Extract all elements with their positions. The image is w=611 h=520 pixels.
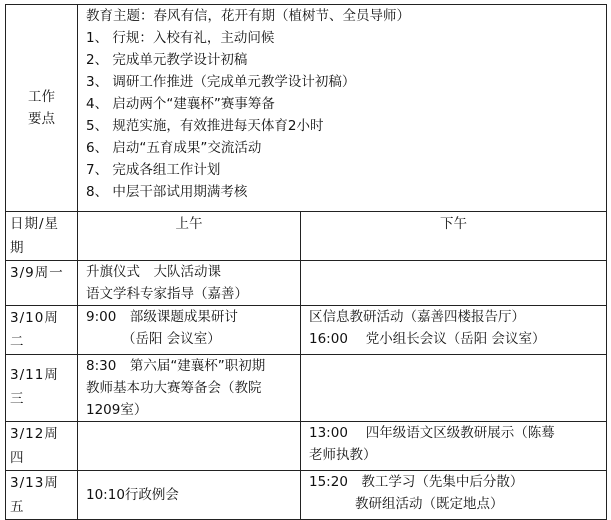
afternoon-cell <box>301 306 607 355</box>
event-line: 老师执教） <box>309 447 377 463</box>
work-focus-content <box>78 5 607 212</box>
day-label-line: 3/12周 <box>10 426 59 442</box>
event-line: 13:00 四年级语文区级教研展示（陈蓦 <box>309 425 555 441</box>
day-label-line: 四 <box>10 450 25 466</box>
date-column-header-line1: 日期/星 <box>10 216 60 232</box>
work-focus-label-line1: 工作 <box>28 89 55 105</box>
column-header-row <box>6 212 607 261</box>
focus-item: 7、 完成各组工作计划 <box>86 162 221 178</box>
afternoon-cell <box>301 355 607 422</box>
focus-item: 3、 调研工作推进（完成单元教学设计初稿） <box>86 74 356 90</box>
event-line: 教师基本功大赛筹备会（教院 <box>86 380 262 396</box>
afternoon-cell <box>301 261 607 306</box>
focus-item: 5、 规范实施，有效推进每天体育2小时 <box>86 118 324 134</box>
event-line: 10:10行政例会 <box>86 487 179 503</box>
afternoon-column-header: 下午 <box>301 212 607 261</box>
day-row-tuesday <box>6 306 607 355</box>
day-row-friday <box>6 471 607 520</box>
day-label <box>6 355 78 422</box>
work-focus-label-line2: 要点 <box>28 111 55 127</box>
day-label-line: 三 <box>10 391 25 407</box>
focus-item: 8、 中层干部试用期满考核 <box>86 184 248 200</box>
day-label-line: 3/11周 <box>10 367 59 383</box>
day-label <box>6 306 78 355</box>
morning-cell <box>78 355 301 422</box>
day-label <box>6 261 78 306</box>
day-row-monday <box>6 261 607 306</box>
work-focus-label <box>6 5 78 212</box>
event-line: 16:00 党小组长会议（岳阳 会议室） <box>309 331 546 347</box>
day-label <box>6 422 78 471</box>
focus-item: 1、 行规：入校有礼，主动问候 <box>86 30 275 46</box>
day-label-line: 二 <box>10 334 25 350</box>
afternoon-cell <box>301 471 607 520</box>
weekly-schedule-table <box>5 4 607 520</box>
event-line: 区信息教研活动（嘉善四楼报告厅） <box>309 309 525 325</box>
morning-cell <box>78 471 301 520</box>
day-row-wednesday <box>6 355 607 422</box>
day-row-thursday <box>6 422 607 471</box>
work-focus-row <box>6 5 607 212</box>
day-label-line: 3/9周一 <box>10 265 64 281</box>
morning-cell <box>78 422 301 471</box>
afternoon-cell <box>301 422 607 471</box>
event-line: 教研组活动（既定地点） <box>355 496 504 512</box>
event-line: 1209室） <box>86 402 148 418</box>
morning-column-header: 上午 <box>78 212 301 261</box>
event-line: 15:20 教工学习（先集中后分散） <box>309 474 524 490</box>
focus-item: 4、 启动两个“建襄杯”赛事筹备 <box>86 96 275 112</box>
morning-cell <box>78 261 301 306</box>
event-line: （岳阳 会议室） <box>122 331 221 347</box>
education-theme: 教育主题：春风有信，花开有期（植树节、全员导师） <box>86 8 410 24</box>
date-column-header-line2: 期 <box>10 240 25 256</box>
event-line: 语文学科专家指导（嘉善） <box>86 286 248 302</box>
focus-item: 6、 启动“五育成果”交流活动 <box>86 140 262 156</box>
event-line: 升旗仪式 大队活动课 <box>86 264 221 280</box>
event-line: 8:30 第六届“建襄杯”职初期 <box>86 358 266 374</box>
day-label-line: 3/13周 <box>10 475 59 491</box>
event-line: 9:00 部级课题成果研讨 <box>86 309 238 325</box>
day-label <box>6 471 78 520</box>
morning-cell <box>78 306 301 355</box>
focus-item: 2、 完成单元教学设计初稿 <box>86 52 248 68</box>
date-column-header <box>6 212 78 261</box>
day-label-line: 五 <box>10 499 25 515</box>
day-label-line: 3/10周 <box>10 310 59 326</box>
